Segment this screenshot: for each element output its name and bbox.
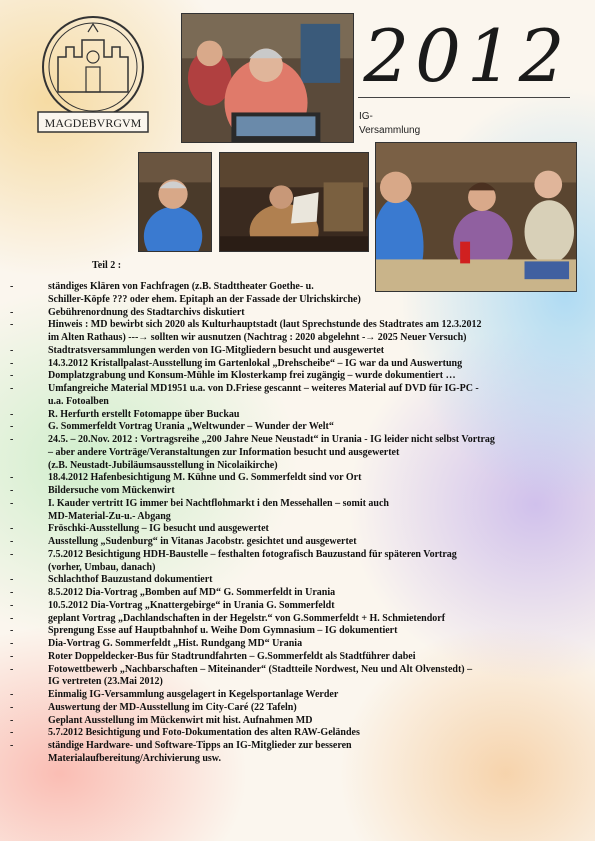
list-item-line: R. Herfurth erstellt Fotomappe über Buckau xyxy=(48,408,240,420)
list-item-line: 7.5.2012 Besichtigung HDH-Baustelle – festhalten fotografisch Bauzustand für späteren Vortrag xyxy=(48,548,457,560)
list-item xyxy=(8,498,586,524)
list-item-line: 8.5.2012 Dia-Vortrag „Bomben auf MD“ G. Sommerfeldt in Urania xyxy=(48,587,336,598)
list-item-line: Domplatzgrabung und Konsum-Mühle im Klosterkamp frei zugängig – wurde dokumentiert … xyxy=(48,370,456,382)
list-item xyxy=(8,549,586,575)
list-bullet: - xyxy=(10,536,14,547)
list-item-line: Auswertung der MD-Ausstellung im City-Caré (22 Tafeln) xyxy=(48,701,297,713)
list-bullet: - xyxy=(10,408,14,420)
list-item-line: Sprengung Esse auf Hauptbahnhof u. Weihe Dom Gymnasium – IG dokumentiert xyxy=(48,625,398,637)
list-bullet: - xyxy=(10,574,14,586)
list-item-line: Geplant Ausstellung im Mückenwirt mit hist. Aufnahmen MD xyxy=(48,714,313,726)
list-bullet: - xyxy=(10,714,14,726)
photo-man-blue-shirt xyxy=(138,152,212,252)
list-item-line: I. Kauder vertritt IG immer bei Nachtflohmarkt i den Messehallen – somit auch xyxy=(48,497,389,509)
list-bullet: - xyxy=(10,663,14,675)
list-bullet: - xyxy=(10,344,14,356)
list-item xyxy=(8,307,586,320)
list-item xyxy=(8,625,586,638)
list-bullet: - xyxy=(10,434,14,445)
list-bullet: - xyxy=(10,740,14,751)
list-bullet: - xyxy=(10,523,14,535)
list-item-line: Einmalig IG-Versammlung ausgelagert in Kegelsportanlage Werder xyxy=(48,689,339,700)
list-item-line: im Alten Rathaus) ---→ sollten wir ausnutzen (Nachtrag : 2020 abgelehnt -→ 2025 Neuer Versuch) xyxy=(48,332,467,343)
list-item-line: Umfangreiche Material MD1951 u.a. von D.Friese gescannt – weiteres Material auf DVD für IG-PC - xyxy=(48,383,479,394)
activity-list xyxy=(8,281,586,766)
list-item-line: Gebührenordnung des Stadtarchivs diskutiert xyxy=(48,306,245,318)
list-bullet: - xyxy=(10,383,14,394)
list-item-line: – aber andere Vorträge/Veranstaltungen zur Information besucht und ausgewertet xyxy=(48,446,400,458)
list-item xyxy=(8,472,586,485)
list-bullet: - xyxy=(10,497,14,509)
list-item-line: u.a. Fotoalben xyxy=(48,395,109,407)
list-item-line: 24.5. – 20.Nov. 2012 : Vortragsreihe „200 Jahre Neue Neustadt“ in Urania - IG leider nicht selbst Vortrag xyxy=(48,434,495,445)
list-item-line: Roter Doppeldecker-Bus für Stadtrundfahrten – G.Sommerfeldt als Stadtführer dabei xyxy=(48,650,416,662)
list-bullet: - xyxy=(10,485,14,496)
list-item xyxy=(8,740,586,766)
list-item xyxy=(8,281,586,307)
list-bullet: - xyxy=(10,281,14,292)
list-bullet: - xyxy=(10,599,14,611)
list-item xyxy=(8,638,586,651)
list-item xyxy=(8,319,586,345)
list-bullet: - xyxy=(10,612,14,624)
list-item xyxy=(8,485,586,498)
list-item-line: 5.7.2012 Besichtigung und Foto-Dokumentation des alten RAW-Geländes xyxy=(48,727,360,739)
list-item-line: Fotowettbewerb „Nachbarschaften – Miteinander“ (Stadtteile Nordwest, Neu und Alt Olvenstedt) – xyxy=(48,663,473,675)
list-item-line: Stadtratsversammlungen werden von IG-Mitgliedern besucht und ausgewertet xyxy=(48,344,385,356)
list-item-line: (z.B. Neustadt-Jubiläumsausstellung in Nicolaikirche) xyxy=(48,459,278,471)
year-underline xyxy=(358,97,570,98)
list-bullet: - xyxy=(10,638,14,649)
list-bullet: - xyxy=(10,701,14,713)
list-item xyxy=(8,715,586,728)
list-item-line: (vorher, Umbau, danach) xyxy=(48,561,156,573)
list-item-line: ständiges Klären von Fachfragen (z.B. Stadttheater Goethe- u. xyxy=(48,281,314,292)
list-item xyxy=(8,421,586,434)
list-item xyxy=(8,358,586,371)
section-title: Teil 2 : xyxy=(92,260,122,271)
list-bullet: - xyxy=(10,421,14,433)
list-bullet: - xyxy=(10,727,14,739)
photo-man-reading xyxy=(219,152,369,252)
list-bullet: - xyxy=(10,357,14,369)
list-item xyxy=(8,383,586,409)
photo-group-table xyxy=(375,142,577,292)
list-item-line: Schiller-Köpfe ??? oder ehem. Epitaph an der Fassade der Ulrichskirche) xyxy=(48,293,361,305)
list-bullet: - xyxy=(10,370,14,382)
list-item-line: MD-Material-Zu-u.- Abgang xyxy=(48,510,171,522)
list-item xyxy=(8,587,586,600)
photo-caption xyxy=(359,110,439,138)
list-item-line: Bildersuche vom Mückenwirt xyxy=(48,485,175,496)
list-item xyxy=(8,664,586,690)
list-item xyxy=(8,409,586,422)
list-item xyxy=(8,600,586,613)
list-bullet: - xyxy=(10,625,14,637)
list-item xyxy=(8,345,586,358)
list-bullet: - xyxy=(10,548,14,560)
year-title: 2012 xyxy=(363,14,571,98)
list-item xyxy=(8,574,586,587)
list-item-line: 18.4.2012 Hafenbesichtigung M. Kühne und G. Sommerfeldt sind vor Ort xyxy=(48,472,362,484)
list-item-line: IG vertreten (23.Mai 2012) xyxy=(48,676,163,688)
list-item xyxy=(8,651,586,664)
list-item-line: geplant Vortrag „Dachlandschaften in der Hegelstr.“ von G.Sommerfeldt + H. Schmietendorf xyxy=(48,612,446,624)
list-item-line: 14.3.2012 Kristallpalast-Ausstellung im Gartenlokal „Drehscheibe“ – IG war da und Auswertung xyxy=(48,357,463,369)
list-bullet: - xyxy=(10,689,14,700)
list-bullet: - xyxy=(10,306,14,318)
list-item xyxy=(8,727,586,740)
list-item-line: Materialaufbereitung/Archivierung usw. xyxy=(48,752,221,764)
list-item xyxy=(8,536,586,549)
magdeburg-seal xyxy=(28,12,158,142)
list-item xyxy=(8,689,586,702)
list-item xyxy=(8,370,586,383)
list-item-line: Ausstellung „Sudenburg“ in Vitanas Jacobstr. gesichtet und ausgewertet xyxy=(48,536,357,547)
list-item-line: Schlachthof Bauzustand dokumentiert xyxy=(48,574,213,586)
seal-text: MAGDEBVRGVM xyxy=(44,116,142,130)
list-item xyxy=(8,523,586,536)
list-item-line: Hinweis : MD bewirbt sich 2020 als Kulturhauptstadt (laut Sprechstunde des Stadtrates am 12.3.2012 xyxy=(48,319,482,331)
photo-caption-text: IG- Versammlung xyxy=(359,111,421,136)
list-bullet: - xyxy=(10,319,14,331)
list-item xyxy=(8,613,586,626)
list-item-line: Fröschki-Ausstellung – IG besucht und ausgewertet xyxy=(48,523,269,535)
list-item-line: 10.5.2012 Dia-Vortrag „Knattergebirge“ in Urania G. Sommerfeldt xyxy=(48,599,335,611)
list-item xyxy=(8,434,586,472)
photo-meeting-laptop xyxy=(181,13,354,143)
list-bullet: - xyxy=(10,472,14,484)
list-item-line: Dia-Vortrag G. Sommerfeldt „Hist. Rundgang MD“ Urania xyxy=(48,638,303,649)
list-item-line: G. Sommerfeldt Vortrag Urania „Weltwunder – Wunder der Welt“ xyxy=(48,421,334,433)
list-bullet: - xyxy=(10,650,14,662)
list-bullet: - xyxy=(10,587,14,598)
list-item xyxy=(8,702,586,715)
list-item-line: ständige Hardware- und Software-Tipps an IG-Mitglieder zur besseren xyxy=(48,740,352,751)
